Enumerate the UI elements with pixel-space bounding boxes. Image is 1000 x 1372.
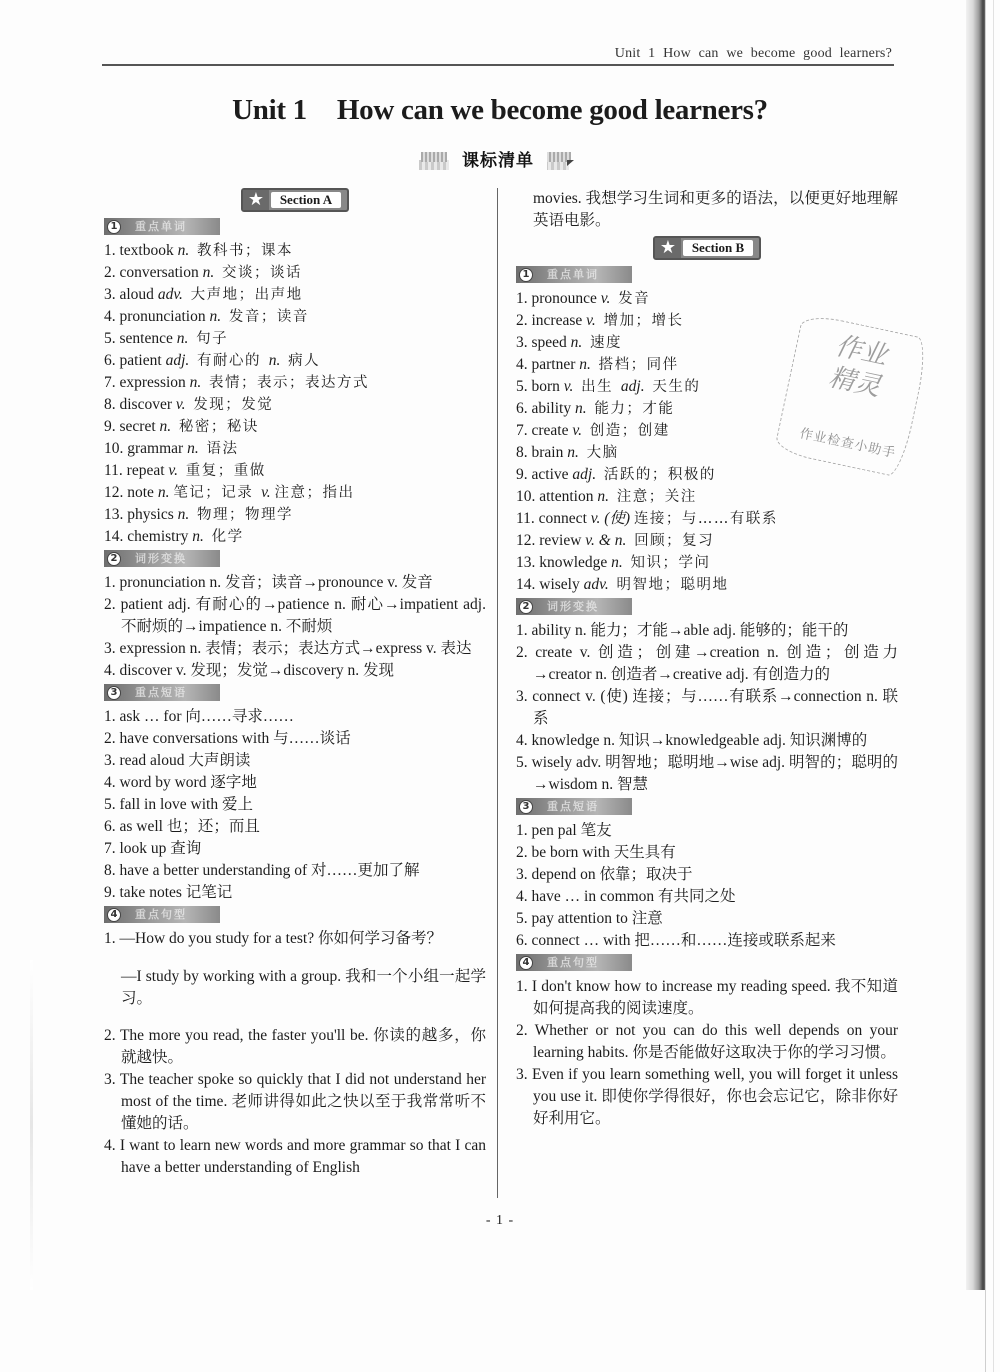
watermark-logo-text: 作业 精灵 [826,331,890,403]
list-item: 1. —How do you study for a test? 你如何学习备考？ [104,930,442,947]
scan-artifact [30,960,33,1290]
list-item: 2. have conversations with 与……谈话 [104,730,351,747]
list-item: 6. as well 也；还；而且 [104,818,260,835]
page-edge [993,0,994,1372]
list-item: 5. wisely adv. 明智地；聪明地→wise adj. 明智的；聪明的→wisdom n. 智慧 [516,754,898,793]
list-item: 3. expression n. 表情；表示；表达方式→express v. 表达 [104,640,472,657]
section-b-phrase-list [516,820,898,952]
list-item: 13. physics n. 物理；物理学 [104,506,293,523]
list-item: 1. pen pal 笔友 [516,822,612,839]
number-badge-icon: 3 [107,686,121,700]
list-item-continuation: —I study by working with a group. 我和一个小组一起学习。 [121,967,486,1007]
list-item: 10. attention n. 注意；关注 [516,488,697,505]
star-icon: ★ [655,238,681,258]
list-item: 12. review v. & n. 回顾；复习 [516,532,715,549]
number-badge-icon: 4 [107,908,121,922]
section-a-word-list [104,240,486,548]
section-a-column [104,188,486,1179]
list-item: 9. secret n. 秘密；秘诀 [104,418,259,435]
watermark-caption: 作业检查小助手 [798,426,898,462]
section-a-sentences-heading: 4 重点句型 [104,906,220,923]
list-item: 4. I want to learn new words and more grammar so that I can have a better understanding of English [104,1137,486,1176]
number-badge-icon: 4 [519,956,533,970]
list-item: 4. partner n. 搭档；同伴 [516,356,679,373]
list-item: 1. pronounce v. 发音 [516,290,651,307]
list-item: 2. increase v. 增加；增长 [516,312,684,329]
list-item: 9. active adj. 活跃的；积极的 [516,466,716,483]
list-item: 4. pronunciation n. 发音；读音 [104,308,309,325]
list-item: 2. conversation n. 交谈；谈话 [104,264,302,281]
section-a-words-heading: 1 重点单词 [104,218,220,235]
list-item: 6. connect … with 把……和……连接或联系起来 [516,932,836,949]
column-divider [497,188,498,1198]
section-b-tag: ★ Section B [653,236,761,260]
running-header: Unit 1 How can we become good learners? [614,46,892,61]
section-a-word-forms-heading: 2 词形变换 [104,550,220,567]
list-item: 9. take notes 记笔记 [104,884,233,901]
list-item: 7. expression n. 表情；表示；表达方式 [104,374,370,391]
page-gutter-shadow [966,0,986,1290]
list-item: 14. wisely adv. 明智地；聪明地 [516,576,729,593]
section-a-continuation: movies. 我想学习生词和更多的语法，以便更好地理解英语电影。 [533,190,898,229]
list-item: 3. connect v. (使) 连接；与……有联系→connection n. 联系 [516,688,898,727]
list-item: 11. repeat v. 重复；重做 [104,462,266,479]
section-a-tag: ★ Section A [241,188,349,212]
list-item: 5. fall in love with 爱上 [104,796,253,813]
list-item: 7. look up 查询 [104,840,202,857]
list-item: 2. create v. 创造；创建→creation n. 创造；创造力→creator n. 创造者→creative adj. 有创造力的 [516,644,898,683]
section-a-word-forms-list [104,572,486,682]
list-item: 8. have a better understanding of 对……更加了解 [104,862,420,879]
list-item: 5. born v. 出生 adj. 天生的 [516,378,701,395]
list-item: 14. chemistry n. 化学 [104,528,244,545]
list-item: 1. pronunciation n. 发音；读音→pronounce v. 发音 [104,574,433,591]
number-badge-icon: 3 [519,800,533,814]
list-item: 3. depend on 依靠；取决于 [516,866,693,883]
number-badge-icon: 2 [107,552,121,566]
list-item: 3. speed n. 速度 [516,334,623,351]
section-b-word-forms-heading: 2 词形变换 [516,598,632,615]
section-b-word-forms-list [516,620,898,796]
list-item: 13. knowledge n. 知识；学问 [516,554,711,571]
list-item: 5. sentence n. 句子 [104,330,229,347]
list-item: 7. create v. 创造；创建 [516,422,670,439]
unit-number: Unit 1 [232,94,307,126]
list-item: 3. The teacher spoke so quickly that I did not understand her most of the time. 老师讲得如此之快以至于我常常听不懂她的话。 [104,1071,486,1132]
list-item: 2. be born with 天生具有 [516,844,676,861]
list-item: 12. note n. 笔记；记录 v. 注意；指出 [104,484,355,501]
list-item: 2. patient adj. 有耐心的→patience n. 耐心→impatient adj. 不耐烦的→impatience n. 不耐烦 [104,596,486,635]
header-rule [102,64,894,66]
page-number: - 1 - [485,1213,515,1228]
section-b-sentence-list [516,976,898,1130]
list-item: 1. ability n. 能力；才能→able adj. 能够的；能干的 [516,622,849,639]
number-badge-icon: 1 [519,268,533,282]
section-a-phrase-list [104,706,486,904]
list-item: 3. aloud adv. 大声地；出声地 [104,286,303,303]
list-item: 2. Whether or not you can do this well depends on your learning habits. 你是否能做好这取决于你的学习习惯。 [516,1022,898,1061]
section-b-phrases-heading: 3 重点短语 [516,798,632,815]
curriculum-list-badge [417,144,579,174]
list-item: 6. patient adj. 有耐心的 n. 病人 [104,352,321,369]
section-a-sentence-list [104,928,486,1179]
list-item: 1. ask … for 向……寻求…… [104,708,294,725]
list-item: 3. Even if you learn something well, you will forget it unless you use it. 即使你学得很好，你也会忘记它，除非你好好利用它。 [516,1066,898,1127]
list-item: 4. knowledge n. 知识→knowledgeable adj. 知识渊博的 [516,732,868,749]
number-badge-icon: 1 [107,220,121,234]
page-edge [985,0,986,1372]
section-b-sentences-heading: 4 重点句型 [516,954,632,971]
section-a-phrases-heading: 3 重点短语 [104,684,220,701]
list-item: 5. pay attention to 注意 [516,910,663,927]
list-item: 6. ability n. 能力；才能 [516,400,675,417]
list-item: 10. grammar n. 语法 [104,440,239,457]
section-b-words-heading: 1 重点单词 [516,266,632,283]
list-item: 8. brain n. 大脑 [516,444,619,461]
list-item: 4. word by word 逐字地 [104,774,257,791]
arrow-icon [567,160,574,166]
list-item: 8. discover v. 发现；发觉 [104,396,274,413]
list-item: 1. I don't know how to increase my reading speed. 我不知道如何提高我的阅读速度。 [516,978,898,1017]
list-item: 3. read aloud 大声朗读 [104,752,251,769]
list-item: 4. discover v. 发现；发觉→discovery n. 发现 [104,662,395,679]
list-item: 2. The more you read, the faster you'll be. 你读的越多，你就越快。 [104,1027,486,1066]
list-item: 1. textbook n. 教科书；课本 [104,242,293,259]
star-icon: ★ [243,190,269,210]
unit-title [0,94,1000,127]
unit-title-text: How can we become good learners? [336,94,768,126]
list-item: 11. connect v. (使) 连接；与……有联系 [516,510,778,527]
number-badge-icon: 2 [519,600,533,614]
curriculum-list-label: 课标清单 [449,146,547,171]
list-item: 4. have … in common 有共同之处 [516,888,736,905]
